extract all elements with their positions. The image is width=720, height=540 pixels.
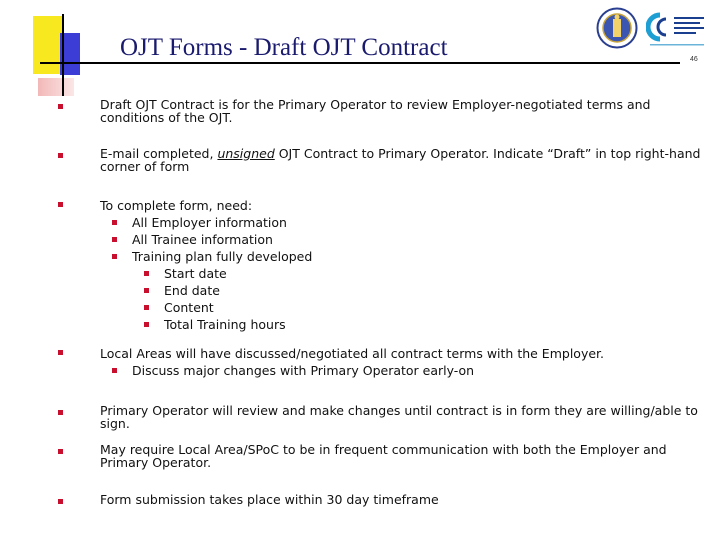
emphasized-text: unsigned: [217, 146, 275, 161]
list-item-text: [100, 197, 715, 333]
page-title: OJT Forms - Draft OJT Contract: [120, 34, 448, 61]
sub-list-item: All Employer information: [100, 214, 715, 231]
sub-list-item: All Trainee information: [100, 231, 715, 248]
list-item-label: To complete form, need:: [100, 198, 253, 213]
list-item-text: Form submission takes place within 30 day timeframe: [100, 492, 439, 507]
sub-sub-list-item: Content: [132, 299, 715, 316]
list-item-text: [100, 345, 715, 379]
bullet-icon: [58, 153, 63, 158]
bullet-icon: [58, 410, 63, 415]
sub-list: [100, 214, 715, 333]
sub-sub-list-item: Total Training hours: [132, 316, 715, 333]
sub-list: [100, 362, 715, 379]
text-span: OJT Contract to Primary Operator. Indicate “Draft” in top right-hand corner of form: [100, 146, 701, 174]
sub-sub-list-item: End date: [132, 282, 715, 299]
bullet-icon: [58, 202, 63, 207]
sub-list-item: Discuss major changes with Primary Operator early-on: [100, 362, 715, 379]
bullet-icon: [58, 449, 63, 454]
career-centers-logo-icon: [646, 9, 708, 51]
list-item-text: Primary Operator will review and make changes until contract is in form they are willing/able to sign.: [100, 403, 698, 431]
text-span: E-mail completed,: [100, 146, 218, 161]
bullet-icon: [58, 104, 63, 109]
list-item-label: Local Areas will have discussed/negotiated all contract terms with the Employer.: [100, 346, 604, 361]
state-seal-icon: [596, 7, 638, 49]
sub-list-item-label: Training plan fully developed: [132, 249, 313, 264]
decorative-horizontal-line: [40, 62, 680, 64]
page-number: 46: [690, 56, 698, 63]
decorative-yellow-block: [33, 16, 63, 74]
bullet-icon: [58, 350, 63, 355]
list-item-text: May require Local Area/SPoC to be in frequent communication with both the Employer and Primary Operator.: [100, 442, 667, 470]
sub-sub-list-item: Start date: [132, 265, 715, 282]
sub-sub-list: [132, 265, 715, 333]
list-item-text: Draft OJT Contract is for the Primary Operator to review Employer-negotiated terms and conditions of the OJT.: [100, 97, 651, 125]
decorative-vertical-line: [62, 14, 64, 96]
decorative-pink-block: [38, 78, 74, 96]
list-item-text: [100, 148, 715, 173]
sub-list-item: [100, 248, 715, 333]
bullet-icon: [58, 499, 63, 504]
